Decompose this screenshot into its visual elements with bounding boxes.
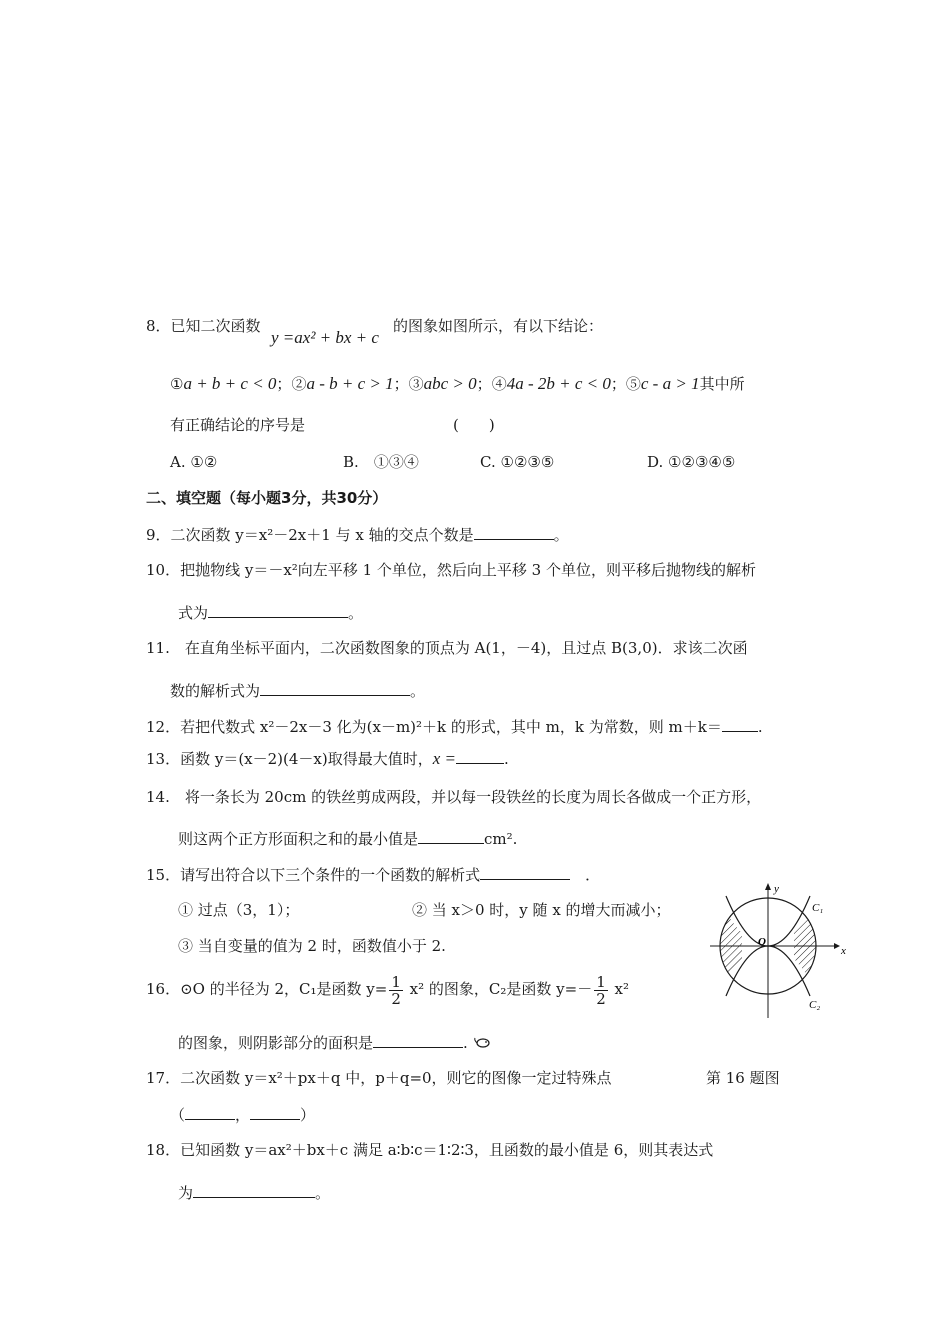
conclusion-2: ②a - b + c > 1； [291, 374, 409, 393]
y-label: y [774, 883, 779, 895]
q10-line2: 式为 。 [178, 604, 364, 622]
answer-blank[interactable] [208, 602, 348, 618]
q15-cond2: ② 当 x＞0 时，y 随 x 的增大而减小； [412, 901, 671, 919]
q10-line1: 10．把抛物线 y＝－x²向左平移 1 个单位，然后向上平移 3 个单位，则平移后抛物线的解析 [146, 561, 756, 579]
conclusion-1: ①a + b + c < 0； [170, 374, 292, 393]
q15-cond3: ③ 当自变量的值为 2 时，函数值小于 2. [178, 937, 446, 955]
conclusion-4: ④4a - 2b + c < 0； [491, 374, 626, 393]
option-d: D. ①②③④⑤ [647, 453, 736, 471]
q16-line2: 的图象，则阴影部分的面积是 . [178, 1032, 491, 1054]
conclusion-3: ③abc > 0； [408, 374, 492, 393]
answer-blank[interactable] [373, 1032, 463, 1048]
q8-line3: 有正确结论的序号是 [170, 416, 306, 434]
q11-line1: 11. 在直角坐标平面内，二次函数图象的顶点为 A(1，－4)，且过点 B(3,0)．求该二次函 [146, 639, 748, 657]
option-a: A. ①② [170, 453, 218, 471]
x-label: x [841, 945, 846, 957]
q17-line2: （ ， ） [170, 1106, 316, 1124]
q16-line1: 16．⊙O 的半径为 2，C₁是函数 y= $\frac{1}{2}$ x² 的图象，C₂是函数 y=－ $\frac{1}{2}$ x² [146, 972, 629, 1008]
q12: 12．若把代数式 x²－2x－3 化为(x－m)²＋k 的形式，其中 m，k 为常数，则 m＋k＝ . [146, 718, 763, 736]
q8-formula: y =ax² + bx + c [271, 328, 379, 347]
answer-blank-x[interactable] [185, 1104, 235, 1120]
q17-line1: 17．二次函数 y＝x²＋px＋q 中，p＋q=0，则它的图像一定过特殊点 [146, 1069, 612, 1087]
fraction-half: $\frac{1}{2}$ [596, 972, 606, 1008]
q8-stem-suffix: 的图象如图所示，有以下结论： [393, 317, 604, 335]
answer-paren: ( ) [453, 416, 495, 434]
answer-blank[interactable] [418, 828, 484, 844]
q9: 9．二次函数 y＝x²－2x＋1 与 x 轴的交点个数是 。 [146, 526, 569, 544]
q14-line2: 则这两个正方形面积之和的最小值是 cm². [178, 830, 518, 848]
q18-line2: 为 。 [178, 1184, 331, 1202]
section-title: 二、填空题（每小题3分，共30分） [146, 489, 388, 507]
q8-conclusions [170, 374, 745, 394]
x-arrow-icon [834, 943, 840, 949]
option-c: C. ①②③⑤ [480, 453, 555, 471]
circle-parabola-figure [708, 878, 850, 1023]
conclusion-5: ⑤c - a > 1 [625, 374, 700, 393]
q13: 13．函数 y＝(x－2)(4－x)取得最大值时，x = . [146, 749, 509, 768]
q15-cond1: ① 过点（3，1）； [178, 901, 300, 919]
answer-blank[interactable] [480, 864, 570, 880]
fraction-half: $\frac{1}{2}$ [391, 972, 401, 1008]
q8-stem [146, 316, 261, 336]
q18-line1: 18．已知函数 y＝ax²＋bx＋c 满足 a∶b∶c＝1∶2∶3，且函数的最小值是 6，则其表达式 [146, 1141, 714, 1159]
y-arrow-icon [765, 883, 771, 890]
answer-blank[interactable] [260, 680, 410, 696]
answer-blank[interactable] [722, 716, 758, 732]
c1-label: C₁ [812, 902, 824, 914]
q11-line2: 数的解析式为 。 [170, 682, 426, 700]
origin-label: O [758, 936, 766, 948]
answer-blank-y[interactable] [250, 1104, 300, 1120]
option-b: B. ①③④ [343, 453, 419, 471]
answer-blank[interactable] [474, 524, 554, 540]
c2-label: C₂ [809, 999, 821, 1011]
answer-blank[interactable] [193, 1182, 315, 1198]
q14-line1: 14. 将一条长为 20cm 的铁丝剪成两段，并以每一段铁丝的长度为周长各做成一个正方形， [146, 788, 762, 806]
q8-stem-prefix: 8．已知二次函数 [146, 317, 261, 335]
q8-tail: 其中所 [699, 375, 745, 393]
mouse-icon [473, 1034, 491, 1054]
answer-blank[interactable] [456, 748, 504, 764]
figure-caption: 第 16 题图 [706, 1069, 780, 1087]
q15-line1: 15．请写出符合以下三个条件的一个函数的解析式 ． [146, 866, 601, 884]
